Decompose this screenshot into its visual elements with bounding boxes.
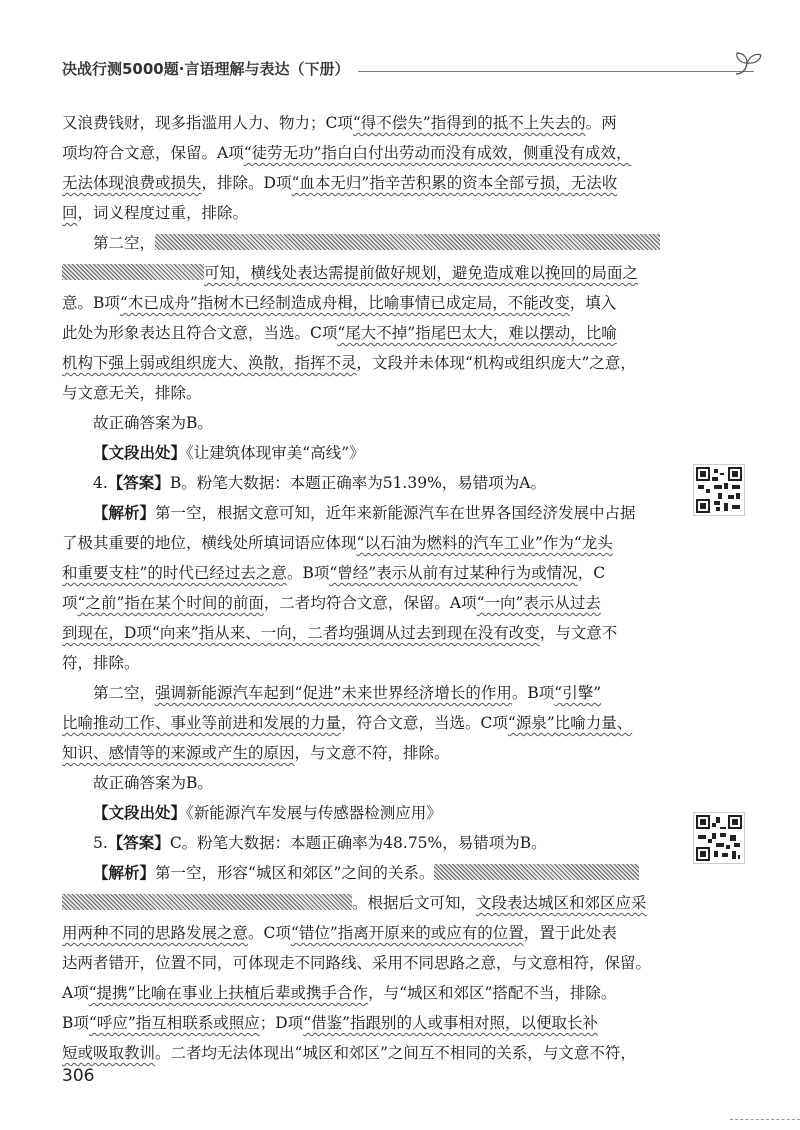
text-line: 。根据后文可知，文段表达城区和郊区应采 [62, 888, 666, 918]
text-line: 无法体现浪费或损失，排除。D项“血本无归”指辛苦积累的资本全部亏损，无法收 [62, 174, 618, 192]
text-line: 此处为形象表达且符合文意，当选。C项“尾大不掉”指尾巴太大，难以摆动，比喻 [62, 324, 617, 342]
page-number: 306 [62, 1066, 95, 1086]
text-line: 和重要支柱”的时代已经过去之意。B项“曾经”表示从前有过某种行为或情况，C [62, 564, 606, 582]
text-line: B项“呼应”指互相联系或照应；D项“借鉴”指跟别的人或事相对照，以便取长补 [62, 1014, 599, 1032]
text-line: 可知，横线处表达需提前做好规划，避免造成难以挽回的局面之 [62, 258, 666, 288]
text-line: 到现在，D项“向来”指从来、一向，二者均强调从过去到现在没有改变，与文意不 [62, 624, 618, 642]
qr-code-q5[interactable] [693, 812, 745, 864]
source-line: 【文段出处】《新能源汽车发展与传感器检测应用》 [93, 804, 442, 822]
text-line: 短或吸取教训。二者均无法体现出“城区和郊区”之间互不相同的关系，与文意不符， [62, 1044, 636, 1062]
text-line: A项“提携”比喻在事业上扶植后辈或携手合作，与“城区和郊区”搭配不当，排除。 [62, 984, 617, 1002]
leaf-icon [730, 50, 764, 80]
footer-rule [730, 1119, 800, 1120]
text-line: 又浪费钱财，现多指滥用人力、物力；C项“得不偿失”指得到的抵不上失去的。两 [62, 114, 617, 132]
text-line: 项“之前”指在某个时间的前面，二者均符合文意，保留。A项“一向”表示从过去 [62, 594, 601, 612]
text-line: 与文意无关，排除。 [62, 384, 202, 402]
text-line: 了极其重要的地位，横线处所填词语应体现“以石油为燃料的汽车工业”作为“龙头 [62, 534, 613, 552]
text-line: 符，排除。 [62, 654, 140, 672]
text-line: 比喻推动工作、事业等前进和发展的力量，符合文意，当选。C项“源泉”比喻力量、 [62, 714, 633, 732]
running-header [62, 56, 762, 84]
qr-code-icon [694, 813, 744, 863]
answer-line: 故正确答案为B。 [93, 774, 213, 792]
text-line: 机构下强上弱或组织庞大、涣散，指挥不灵，文段并未体现“机构或组织庞大”之意， [62, 354, 636, 372]
header-rule [358, 71, 754, 72]
redacted-text [434, 864, 639, 880]
question-4-answer: 4.【答案】B。粉笔大数据：本题正确率为51.39%，易错项为A。 [93, 474, 546, 492]
text-line: 用两种不同的思路发展之意。C项“错位”指离开原来的或应有的位置，置于此处表 [62, 924, 617, 942]
text-line: 项均符合文意，保留。A项“徒劳无功”指白白付出劳动而没有成效，侧重没有成效， [62, 144, 632, 162]
redacted-text [155, 234, 660, 250]
text-line: 意。B项“木已成舟”指树木已经制造成舟楫，比喻事情已成定局，不能改变，填入 [62, 294, 617, 312]
book-title: 决战行测5000题·言语理解与表达（下册） [62, 60, 350, 78]
text-line: 第二空， [62, 228, 666, 258]
question-5-answer: 5.【答案】C。粉笔大数据：本题正确率为48.75%，易错项为B。 [93, 834, 547, 852]
answer-line: 故正确答案为B。 [93, 414, 213, 432]
qr-code-icon [694, 465, 744, 515]
qr-code-q4[interactable] [693, 464, 745, 516]
text-line: 【解析】第一空，形容“城区和郊区”之间的关系。 [62, 858, 666, 888]
text-line: 回，词义程度过重，排除。 [62, 204, 249, 222]
text-line: 知识、感情等的来源或产生的原因，与文意不符，排除。 [62, 744, 450, 762]
source-line: 【文段出处】《让建筑体现审美“高线”》 [93, 444, 365, 462]
text-line: 达两者错开，位置不同，可体现走不同路线、采用不同思路之意，与文意相符，保留。 [62, 954, 652, 972]
text-line: 第二空，强调新能源汽车起到“促进”未来世界经济增长的作用。B项“引擎” [93, 684, 602, 702]
main-content [62, 108, 666, 1068]
redacted-text [62, 264, 204, 280]
redacted-text [62, 894, 352, 910]
text-line: 【解析】第一空，根据文意可知，近年来新能源汽车在世界各国经济发展中占据 [93, 504, 636, 522]
